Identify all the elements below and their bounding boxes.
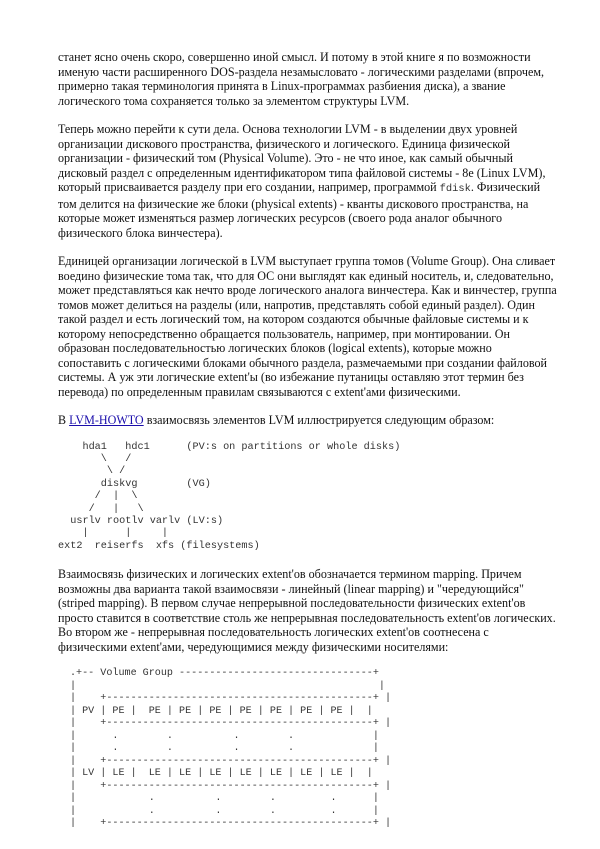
paragraph-mapping: Взаимосвязь физических и логических extent'ов обозначается термином mapping. Причем возможны два варианта такой взаимосвязи - линейный (linear mapping) и "чередующийся" (striped mapping). В первом случае непрерывной последовательности физических extent'ов просто ставится в соответствие столь же непрерывная последовательность extent'ов логических. Во втором же - непрерывная последовательность логических extent'ов соотнесена с физическими extent'ами, чередующимися между физическими носителями: [58, 567, 556, 654]
pv-text-after: . Физический том делится на физические же блоки (physical extents) - кванты дискового пространства, на которые может изменяться размер логических ресурсов (своего рода аналог обычного физического блока винчестера). [58, 180, 541, 240]
volume-group-diagram: .+-- Volume Group --------------------------------+ | | | +--------------------------------------------+ | | PV | PE | PE | PE | PE | PE | PE | PE | PE | | | +--------------------------------------------+ | | . . . . | | . . . . | | +--------------------------------------------+ | | LV | LE | LE | LE | LE | LE | LE | LE | LE | | | +--------------------------------------------+ | | . . . . | | . . . . | | +--------------------------------------------+ | [70, 668, 392, 830]
paragraph-logical-partitions: станет ясно очень скоро, совершенно иной смысл. И потому в этой книге я по возможности именую части расширенного DOS-раздела незамысловато - логическими разделами (впрочем, примерно такая терминология принята в Linux-программах разбиения диска), а звание логического тома сохраняется только за элементом структуры LVM. [58, 50, 545, 108]
lvm-structure-diagram: hda1 hdc1 (PV:s on partitions or whole disks) \ / \ / diskvg (VG) / | \ / | \ usrlv rootlv varlv (LV:s) | | | ext2 reiserfs xfs (filesystems) [58, 441, 401, 552]
pv-text-before: Теперь можно перейти к сути дела. Основа технологии LVM - в выделении двух уровней организации дискового пространства, физического и логического. Единица физической организации - физический том (Physical Volume). Это - не что иное, как самый обычный дисковый раздел с определенным идентификатором типа файловой системы - 8e (Linux LVM), который присваивается разделу при его создании, например, программой [58, 122, 546, 194]
lvm-howto-link[interactable]: LVM-HOWTO [69, 413, 144, 427]
fdisk-code: fdisk [439, 183, 471, 195]
paragraph-volume-group: Единицей организации логической в LVM выступает группа томов (Volume Group). Она сливает воедино физические тома так, что для ОС они выглядят как единый носитель, и, следовательно, может представляться как нечто вроде логического аналога винчестера. Как и винчестер, группа томов может делиться на разделы (или, напротив, представлять собой единый раздел). Один такой раздел и есть логический том, на котором создаются обычные файловые системы и к которому непосредственно обращается пользователь, например, при монтировании. Он образован последовательностью логических блоков (logical extents), которые можно сопоставить с логическими блоками обычного раздела, размечаемыми при создании файловой системы. А уж эти логические extent'ы (во избежание путаницы оставляю этот термин без перевода) по определенным правилам связываются с extent'ами физическими. [58, 254, 557, 399]
howto-prefix: В [58, 413, 70, 427]
paragraph-howto-intro [58, 413, 558, 428]
document-page [58, 50, 558, 845]
paragraph-physical-volume [58, 122, 558, 240]
howto-suffix: взаимосвязь элементов LVM иллюстрируется следующим образом: [143, 413, 495, 427]
